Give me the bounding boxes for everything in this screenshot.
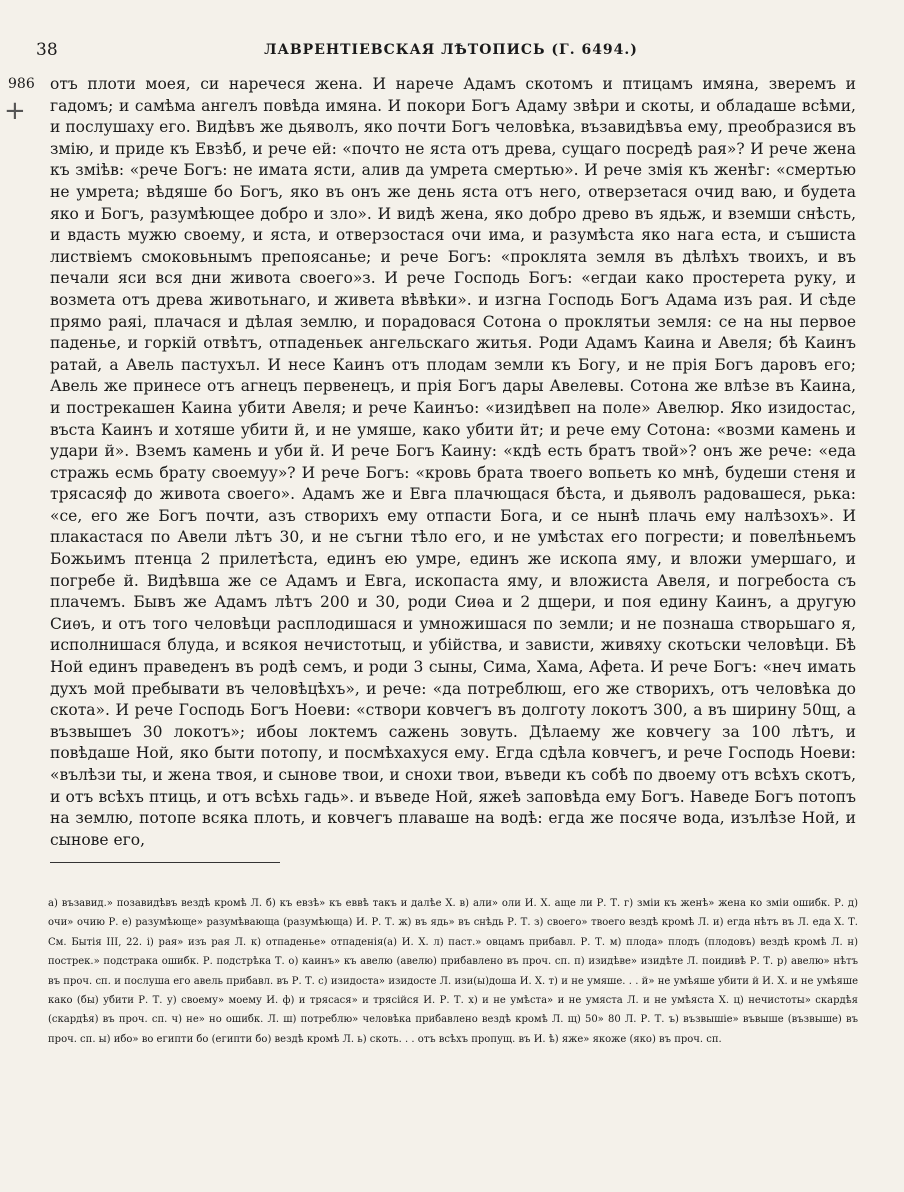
page-header — [36, 40, 866, 64]
running-title: ЛАВРЕНТІЕВСКАЯ ЛѢТОПИСЬ (Г. 6494.) — [264, 42, 638, 58]
footnote-divider — [50, 862, 280, 863]
page-number: 38 — [36, 40, 58, 60]
margin-year: 986 — [8, 76, 35, 92]
handwritten-cross-mark: + — [4, 96, 26, 126]
main-text-body: отъ плоти моея, си наречеся жена. И нарече Адамъ скотомъ и птицамъ имяна, зверемъ и гадомъ; и самѣма ангелъ повѣда имяна. И покори Богъ Адаму звѣри и скоты, и обладаше всѣми, и послушаху его. Видѣвъ же дьяволъ, яко почти Богъ человѣка, възавидѣвъа ему, преобразися въ змію, и приде къ Евзѣб, и рече ей: «почто не яста отъ древа, сущаго посредѣ рая»? И рече жена къ зміѣв: «рече Богъ: не имата ясти, алив да умрета смертью». И рече змія къ женѣг: «смертью не умрета; вѣдяше бо Богъ, яко въ онъ же день яста отъ него, отверзетася очид ваю, и будета яко и Богъ, разумѣющее добро и зло». И видѣ жена, яко добро древо въ ядьж, и вземши снѣсть, и вдасть мужю своему, и яста, и отверзостася очи има, и разумѣста яко нага еста, и съшиста листвіемъ смоковьнымъ препоясанье; и рече Богъ: «проклята земля въ дѣлѣхъ твоихъ, и въ печали яси вся дни живота своего»з. И рече Господь Богъ: «егдаи како простерета руку, и возмета отъ древа животьнаго, и живета вѣвѣки». и изгна Господь Богъ Адама изъ рая. И сѣде прямо раяі, плачася и дѣлая землю, и порадовася Сотона о проклятьи земля: се на ны первое паденье, и горкій отвѣтъ, отпаденьек ангельскаго житья. Роди Адамъ Каина и Авеля; бѣ Каинъ ратай, а Авель пастухъл. И несе Каинъ отъ плодам земли къ Богу, и не прія Богъ даровъ его; Авель же принесе отъ агнецъ первенецъ, и прія Богъ дары Авелевы. Сотона же влѣзе въ Каина, и пострекашен Каина убити Авеля; и рече Каинъо: «изидѣвеп на поле» Авелюр. Яко изидостас, въста Каинъ и хотяше убити й, и не умяше, како убити йт; и рече ему Сотона: «возми камень и удари й». Вземъ камень и уби й. И рече Богъ Каину: «кдѣ есть братъ твой»? онъ же рече: «еда стражь есмь брату своемуу»? И рече Богъ: «кровь брата твоего вопьеть ко мнѣ, будеши стеня и трясасяф до живота своего». Адамъ же и Евга плачющася бѣста, и дьяволъ радовашеся, рька: «се, его же Богъ почти, азъ створихъ ему отпасти Бога, и се нынѣ плачь ему налѣзохъ». И плакастася по Авели лѣтъ 30, и не съгни тѣло его, и не умѣстах его погрести; и повелѣньемъ Божьимъ птенца 2 прилетѣста, единъ ею умре, единъ же ископа яму, и вложи умершаго, и погребе й. Видѣвша же се Адамъ и Евга, ископаста яму, и вложиста Авеля, и погребоста съ плачемъ. Бывъ же Адамъ лѣтъ 200 и 30, роди Сиѳа и 2 дщери, и поя едину Каинъ, а другую Сиѳъ, и отъ того человѣци расплодишася и умножишася по земли; и не познаша створьшаго я, исполнишася блуда, и всякоя нечистотыц, и убійства, и зависти, живяху скотьски человѣци. Бѣ Ной единъ праведенъ въ родѣ семъ, и роди 3 сыны, Сима, Хама, Афета. И рече Богъ: «неч имать духъ мой пребывати въ человѣцѣхъ», и рече: «да потреблюш, его же створихъ, отъ человѣка до скота». И рече Господь Богъ Ноеви: «створи ковчегъ въ долготу локотъ 300, а въ ширину 50щ, а възвышеъ 30 локотъ»; ибоы локтемъ сажень зовуть. Дѣлаему же ковчегу за 100 лѣтъ, и повѣдаше Ной, яко быти потопу, и посмѣхахуся ему. Егда сдѣла ковчегъ, и рече Господь Ноеви: «вълѣзи ты, и жена твоя, и сынове твои, и снохи твои, въведи къ собѣ по двоему отъ всѣхъ скотъ, и отъ всѣхъ птиць, и отъ всѣхь гадь». и въведе Ной, яжеѣ заповѣда ему Богъ. Наведе Богъ потопъ на землю, потопе всяка плоть, и ковчегъ плаваше на водѣ: егда же посяче вода, изълѣзе Ной, и сынове его, — [50, 75, 856, 849]
footnotes: а) възавид.» позавидѣвъ вездѣ кромѣ Л. б) къ евзѣ» къ еввѣ такъ и далѣе Х. в) али» оли И. Х. аще ли Р. Т. г) зміи къ женѣ» жена ко зміи ошибк. Р. д) очи» очию Р. е) разумѣюще» разумѣвающа (разумѣюща) И. Р. Т. ж) въ ядь» въ снѣдь Р. Т. з) своего» твоего вездѣ кромѣ Л. и) егда нѣтъ въ Л. еда Х. Т. См. Бытія III, 22. і) рая» изъ рая Л. к) отпаденье» отпаденія(а) И. Х. л) паст.» овцамъ прибавл. Р. Т. м) плода» плодъ (плодовъ) вездѣ кромѣ Л. н) пострек.» подстрака ошибк. Р. подстрѣка Т. о) каинъ» къ авелю (авелю) прибавлено въ проч. сп. п) изидѣве» изидѣте Л. поидивѣ Р. Т. р) авелю» нѣтъ въ проч. сп. и послуша его авель прибавл. въ Р. Т. с) изидоста» изидосте Л. изи(ы)доша И. Х. т) и не умяше. . . й» не умѣяше убити й И. Х. и не умѣяше како (бы) убити Р. Т. у) своему» моему И. ф) и трясася» и трясійся И. Р. Т. х) и не умѣста» и не умяста Л. и не умѣяста Х. ц) нечистоты» скардѣя (скардѣя) въ проч. сп. ч) не» но ошибк. Л. ш) потреблю» человѣка прибавлено вездѣ кромѣ Л. щ) 50» 80 Л. Р. Т. ъ) възвышіе» въвыше (възвыше) въ проч. сп. ы) ибо» во египти бо (египти бо) вездѣ кромѣ Л. ь) скоть. . . отъ всѣхъ пропущ. въ И. ѣ) яже» якоже (яко) въ проч. сп. — [48, 898, 858, 1045]
